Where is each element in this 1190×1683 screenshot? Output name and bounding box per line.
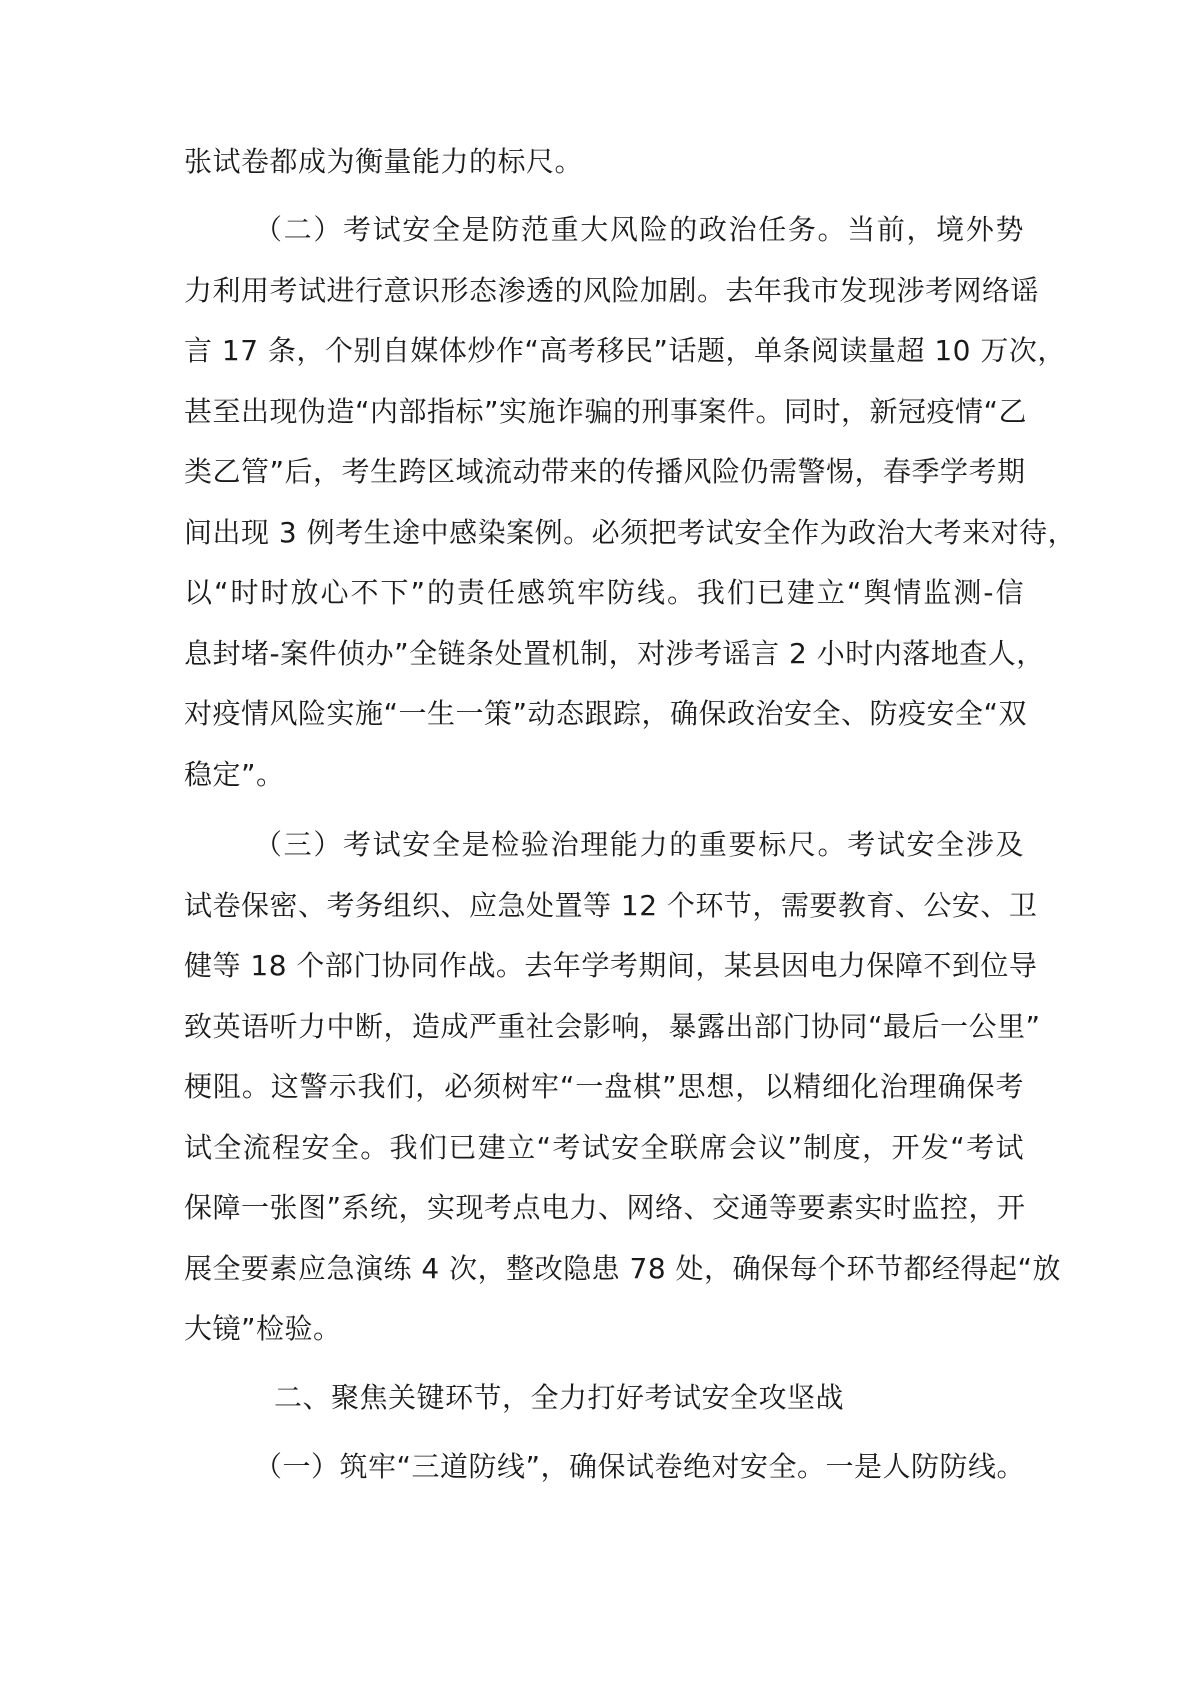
chapter-heading: 二、聚焦关键环节，全力打好考试安全攻坚战 (274, 1381, 845, 1414)
paragraph-line: 展全要素应急演练 4 次，整改隐患 78 处，确保每个环节都经得起“放 (184, 1252, 1062, 1285)
paragraph-line: 力利用考试进行意识形态渗透的风险加剧。去年我市发现涉考网络谣 (184, 274, 1040, 307)
paragraph-line: 以“时时放心不下”的责任感筑牢防线。我们已建立“舆情监测-信 (184, 576, 1024, 609)
paragraph-line: 对疫情风险实施“一生一策”动态跟踪，确保政治安全、防疫安全“双 (184, 697, 1028, 730)
paragraph-line: 类乙管”后，考生跨区域流动带来的传播风险仍需警惕，春季学考期 (184, 455, 1026, 488)
paragraph-line: 间出现 3 例考生途中感染案例。必须把考试安全作为政治大考来对待， (184, 516, 1077, 549)
paragraph-line: 甚至出现伪造“内部指标”实施诈骗的刑事案件。同时，新冠疫情“乙 (184, 395, 1028, 428)
section-title-line: （二）考试安全是防范重大风险的政治任务。当前，境外势 (254, 213, 1024, 246)
paragraph-line: 张试卷都成为衡量能力的标尺。 (184, 145, 584, 178)
paragraph-line: 梗阻。这警示我们，必须树牢“一盘棋”思想，以精细化治理确保考 (184, 1070, 1024, 1103)
paragraph-line: 保障一张图”系统，实现考点电力、网络、交通等要素实时监控，开 (184, 1191, 1026, 1224)
paragraph-line: 试全流程安全。我们已建立“考试安全联席会议”制度，开发“考试 (184, 1131, 1024, 1164)
paragraph-line: 大镜”检验。 (184, 1312, 342, 1345)
paragraph-line: 致英语听力中断，造成严重社会影响，暴露出部门协同“最后一公里” (184, 1010, 1041, 1043)
paragraph-line: 言 17 条，个别自媒体炒作“高考移民”话题，单条阅读量超 10 万次， (184, 334, 1066, 367)
paragraph-line: 息封堵-案件侦办”全链条处置机制，对涉考谣言 2 小时内落地查人， (184, 637, 1045, 670)
paragraph-line: 稳定”。 (184, 758, 285, 791)
section-title-line: （一）筑牢“三道防线”，确保试卷绝对安全。一是人防防线。 (254, 1450, 1026, 1483)
paragraph-line: 试卷保密、考务组织、应急处置等 12 个环节，需要教育、公安、卫 (184, 889, 1038, 922)
section-title-line: （三）考试安全是检验治理能力的重要标尺。考试安全涉及 (254, 828, 1024, 861)
paragraph-line: 健等 18 个部门协同作战。去年学考期间，某县因电力保障不到位导 (184, 949, 1038, 982)
